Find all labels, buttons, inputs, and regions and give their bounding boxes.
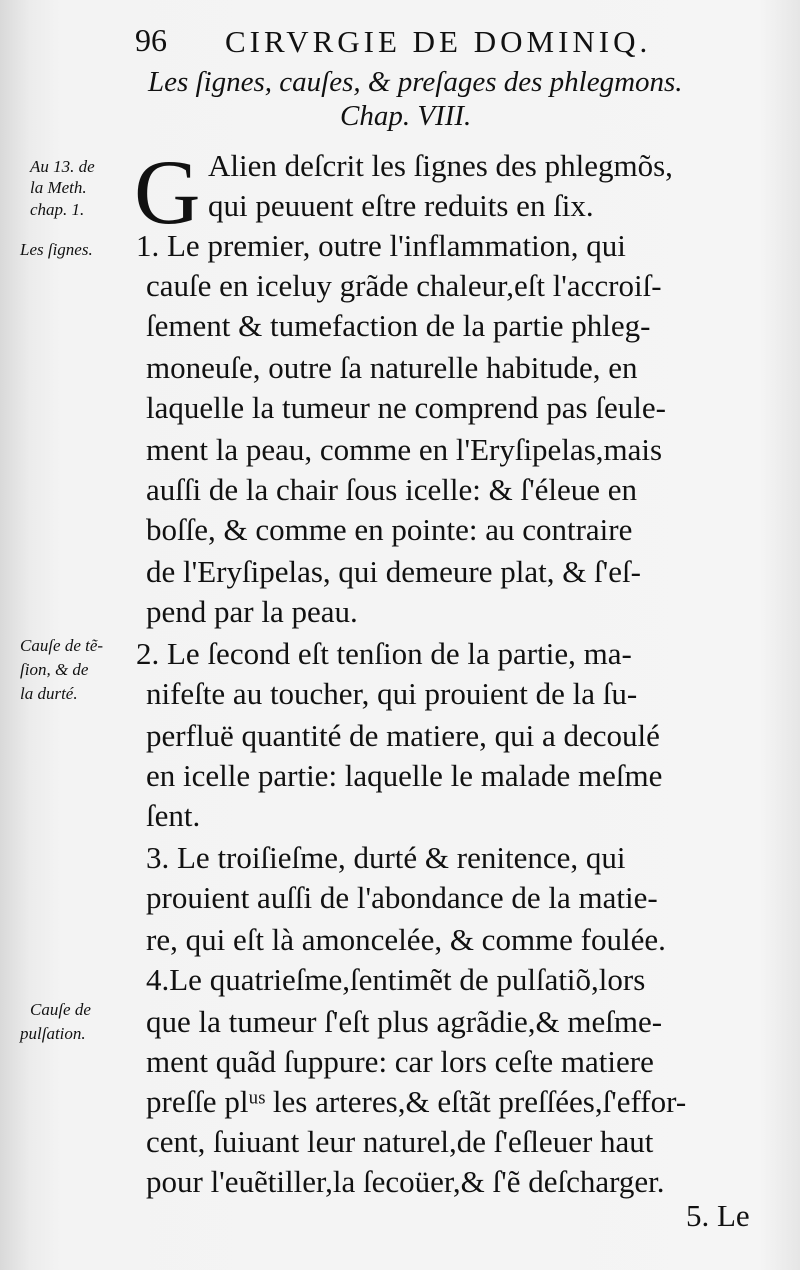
text-line: cauſe en iceluy grãde chaleur,eſt l'accroiſ- xyxy=(146,268,662,303)
text-line: moneuſe, outre ſa naturelle habitude, en xyxy=(146,350,638,385)
text-line: ſement & tumefaction de la partie phleg- xyxy=(146,308,651,343)
margin-note-signs: Les ſignes. xyxy=(20,240,93,259)
text-line: ment la peau, comme en l'Eryſipelas,mais xyxy=(146,432,663,467)
text-line: 2. Le ſecond eſt tenſion de la partie, ma- xyxy=(136,636,632,671)
margin-note-tension: Cauſe de tẽ- xyxy=(20,636,104,655)
text-line: perfluë quantité de matiere, qui a decoulé xyxy=(146,718,660,753)
text-line: prouient auſſi de l'abondance de la matie- xyxy=(146,880,658,915)
text-line: en icelle partie: laquelle le malade meſme xyxy=(146,758,663,793)
margin-note-tension: ſion, & de xyxy=(20,660,89,679)
running-title: CIRVRGIE DE DOMINIQ. xyxy=(225,24,652,59)
text-line: 1. Le premier, outre l'inflammation, qui xyxy=(136,228,626,263)
margin-note-pulsation: Cauſe de xyxy=(30,1000,91,1019)
drop-capital: G xyxy=(134,141,201,243)
text-line: ſent. xyxy=(146,798,201,833)
margin-note-reference: chap. 1. xyxy=(30,200,85,219)
text-line: Alien deſcrit les ſignes des phlegmõs, xyxy=(208,148,673,183)
chapter-label: Chap. VIII. xyxy=(340,100,472,132)
chapter-title: Les ſignes, cauſes, & preſages des phlegmons. xyxy=(148,66,683,98)
text-line: 3. Le troiſieſme, durté & renitence, qui xyxy=(146,840,626,875)
catchword: 5. Le xyxy=(686,1198,750,1233)
text-line: ment quãd ſuppure: car lors ceſte matiere xyxy=(146,1044,654,1079)
text-line: cent, ſuiuant leur naturel,de ſ'eſleuer haut xyxy=(146,1124,654,1159)
text-line: boſſe, & comme en pointe: au contraire xyxy=(146,512,633,547)
page-number: 96 xyxy=(135,22,167,58)
text-line: pend par la peau. xyxy=(146,594,358,629)
margin-note-reference: la Meth. xyxy=(30,178,87,197)
text-line: de l'Eryſipelas, qui demeure plat, & ſ'eſ- xyxy=(146,554,641,589)
text-line: nifeſte au toucher, qui prouient de la ſu- xyxy=(146,676,638,711)
text-line: auſſi de la chair ſous icelle: & ſ'éleue en xyxy=(146,472,638,507)
page-header xyxy=(135,22,735,62)
text-line: pour l'euẽtiller,la ſecoüer,& ſ'ẽ deſcharger. xyxy=(146,1164,665,1199)
margin-note-pulsation: pulſation. xyxy=(20,1024,86,1043)
text-line: que la tumeur ſ'eſt plus agrãdie,& meſme- xyxy=(146,1004,663,1039)
text-line: laquelle la tumeur ne comprend pas ſeule- xyxy=(146,390,666,425)
text-line: qui peuuent eſtre reduits en ſix. xyxy=(208,188,594,223)
text-line: preſſe plᵘˢ les arteres,& eſtãt preſſées,ſ'effor- xyxy=(146,1084,687,1119)
text-line: 4.Le quatrieſme,ſentimẽt de pulſatiõ,lors xyxy=(146,962,646,997)
margin-note-reference: Au 13. de xyxy=(30,157,95,176)
margin-note-tension: la durté. xyxy=(20,684,78,703)
text-line: re, qui eſt là amoncelée, & comme foulée. xyxy=(146,922,666,957)
